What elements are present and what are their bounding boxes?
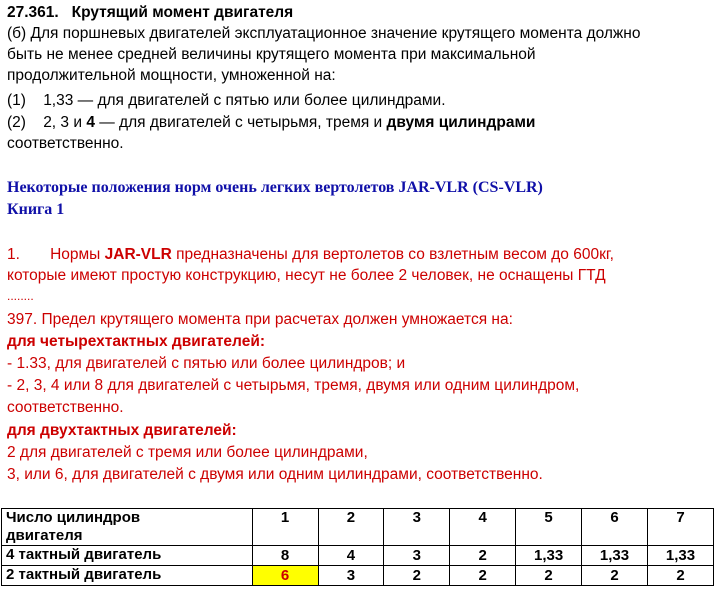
paragraph-line: 397. Предел крутящего момента при расчетах должен умножается на: [7, 311, 513, 328]
list-text-bold: 4 [86, 114, 95, 131]
paragraph-line: - 2, 3, 4 или 8 для двигателей с четырьмя, тремя, двумя или одним цилиндром, [7, 377, 580, 394]
paragraph-line: продолжительной мощности, умноженной на: [7, 67, 336, 84]
table-cell: 1,33 [647, 546, 713, 566]
list-marker: (1) [7, 92, 26, 109]
header-label-line: Число цилиндров [6, 509, 141, 526]
table-header-cell: 7 [647, 509, 713, 546]
table-cell: 2 [384, 566, 450, 586]
paragraph-line: соответственно. [7, 135, 124, 152]
paragraph-marker: 1. [7, 246, 20, 263]
list-text: — для двигателей с четырьмя, тремя и [94, 114, 387, 131]
cylinder-table-wrapper [1, 508, 714, 586]
paragraph-text: предназначены для вертолетов со взлетным весом до 600кг, [171, 246, 614, 263]
row-label: 2 тактный двигатель [2, 566, 253, 586]
table-cell: 2 [647, 566, 713, 586]
section-title: Крутящий момент двигателя [71, 4, 294, 21]
paragraph-line: быть не менее средней величины крутящего момента при максимальной [7, 46, 536, 63]
jar-paragraph [7, 245, 614, 264]
paragraph-line: (б) Для поршневых двигателей эксплуатационное значение крутящего момента должно [7, 25, 641, 42]
list-item [7, 113, 535, 132]
table-cell: 1,33 [516, 546, 582, 566]
table-cell: 3 [384, 546, 450, 566]
table-cell: 4 [318, 546, 384, 566]
table-cell: 2 [582, 566, 648, 586]
jar-title: Некоторые положения норм очень легких вертолетов JAR-VLR (CS-VLR) [7, 179, 543, 196]
table-cell: 2 [450, 546, 516, 566]
list-marker: (2) [7, 114, 26, 131]
table-header-cell: 5 [516, 509, 582, 546]
paragraph-text: Нормы [50, 246, 105, 263]
header-label-line: двигателя [6, 527, 83, 544]
section-heading [7, 3, 293, 22]
paragraph-line: 3, или 6, для двигателей с двумя или одним цилиндрами, соответственно. [7, 466, 543, 483]
ellipsis: ........ [7, 289, 34, 303]
table-header-cell: 6 [582, 509, 648, 546]
table-header-row [2, 509, 714, 546]
table-header-cell: 1 [252, 509, 318, 546]
subheading: для двухтактных двигателей: [7, 422, 237, 439]
table-row [2, 546, 714, 566]
table-cell: 2 [516, 566, 582, 586]
list-text: 1,33 — для двигателей с пятью или более цилиндрами. [43, 92, 446, 109]
table-cell: 8 [252, 546, 318, 566]
paragraph-line: 2 для двигателей с тремя или более цилиндрами, [7, 444, 368, 461]
list-text: 2, 3 и [43, 114, 87, 131]
table-cell: 1,33 [582, 546, 648, 566]
table-header-cell: 4 [450, 509, 516, 546]
list-text-bold: двумя цилиндрами [386, 114, 536, 131]
row-label: 4 тактный двигатель [2, 546, 253, 566]
table-row [2, 566, 714, 586]
paragraph-line: соответственно. [7, 399, 124, 416]
paragraph-text-bold: JAR-VLR [104, 246, 172, 263]
table-header-label [2, 509, 253, 546]
paragraph-line: которые имеют простую конструкцию, несут не более 2 человек, не оснащены ГТД [7, 267, 606, 284]
table-header-cell: 2 [318, 509, 384, 546]
cylinder-table [1, 508, 714, 586]
subheading: для четырехтактных двигателей: [7, 333, 266, 350]
section-number: 27.361. [7, 4, 59, 21]
list-item [7, 91, 446, 110]
paragraph-line: - 1.33, для двигателей с пятью или более цилиндров; и [7, 355, 406, 372]
table-cell: 2 [450, 566, 516, 586]
jar-subtitle: Книга 1 [7, 201, 65, 218]
table-header-cell: 3 [384, 509, 450, 546]
table-cell: 3 [318, 566, 384, 586]
highlighted-cell: 6 [252, 566, 318, 586]
